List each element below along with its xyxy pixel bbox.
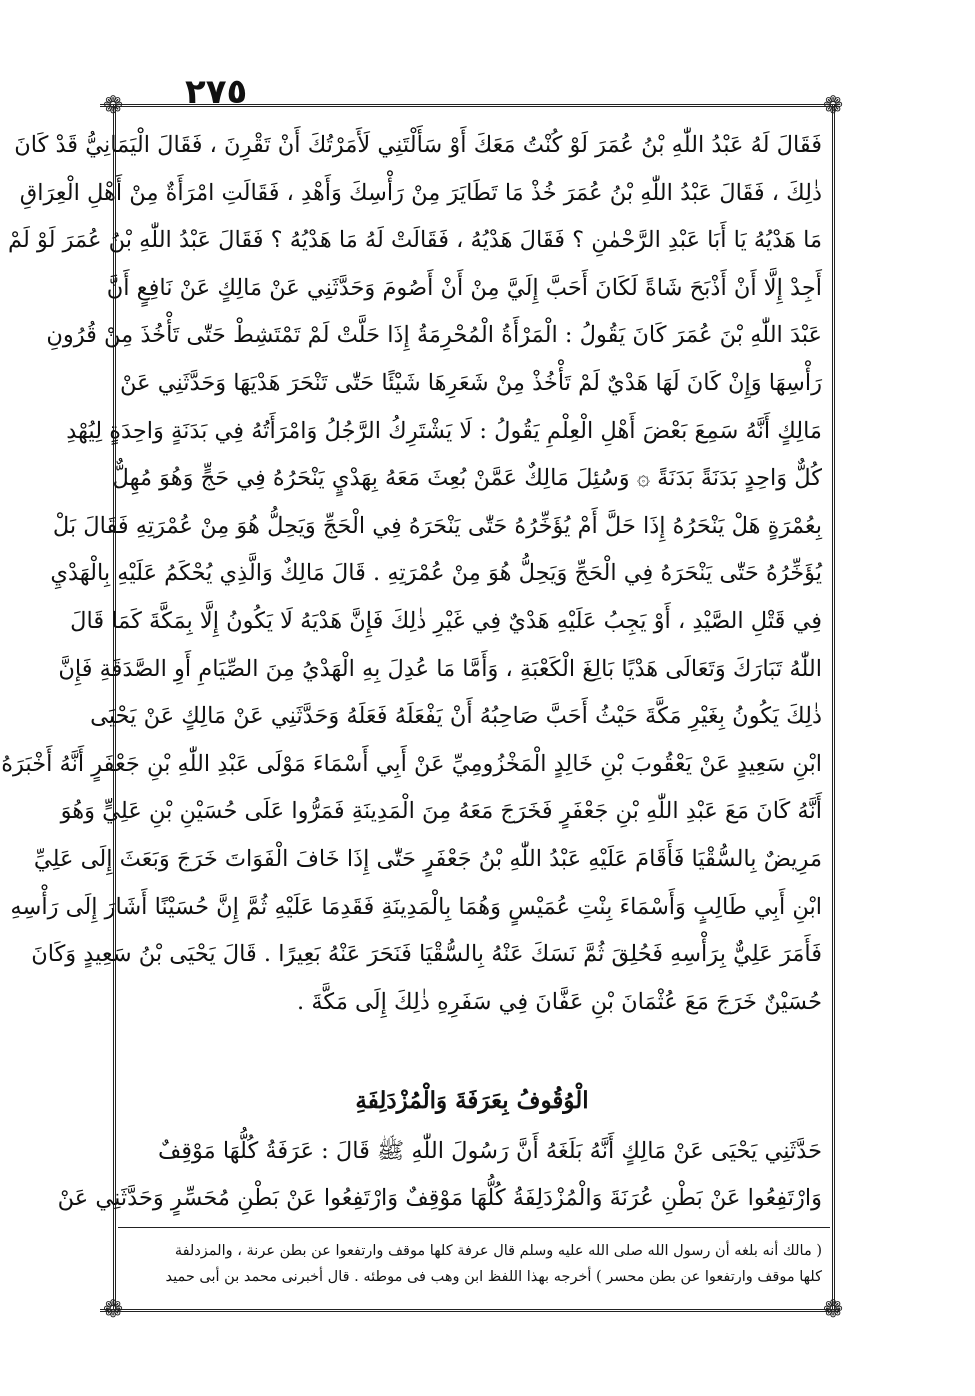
text-line: حُسَيْنٌ خَرَجَ مَعَ عُثْمَانَ بْنِ عَفَّانَ فِي سَفَرِهِ ذٰلِكَ إِلَى مَكَّةَ .	[297, 988, 822, 1015]
text-line: وَارْتَفِعُوا عَنْ بَطْنِ عُرَنَةَ وَالْمُزْدَلِفَةُ كُلُّهَا مَوْقِفٌ وَارْتَفِعُوا عَنْ بَطْنِ مُحَسِّرٍ وَحَدَّثَنِي عَنْ	[57, 1185, 822, 1211]
text-line: أَنَّهُ كَانَ مَعَ عَبْدِ اللّٰهِ بْنِ جَعْفَرٍ فَخَرَجَ مَعَهُ مِنَ الْمَدِينَةِ فَمَرُّوا عَلَى حُسَيْنِ بْنِ عَلِيٍّ وَهُوَ	[60, 798, 822, 825]
text-line: ابْنِ أَبِي طَالِبٍ وَأَسْمَاءَ بِنْتِ عُمَيْسٍ وَهُمَا بِالْمَدِينَةِ فَقَدِمَا عَلَيْهِ ثُمَّ إِنَّ حُسَيْنًا أَشَارَ إِلَى رَأْسِهِ	[10, 893, 822, 920]
frame-right-border	[832, 104, 835, 1309]
corner-ornament-icon: ❁	[822, 91, 844, 119]
text-line: كُلٌّ وَاحِدٍ بَدَنَةً بَدَنَةً ۞ وَسُئِلَ مَالِكٌ عَمَّنْ بُعِثَ مَعَهُ بِهَدْيٍ يَنْحَرُهُ فِي حَجٍّ وَهُوَ مُهِلٌّ	[112, 465, 822, 492]
text-line: فَأَمَرَ عَلِيٌّ بِرَأْسِهِ فَحُلِقَ ثُمَّ نَسَكَ عَنْهُ بِالسُّقْيَا فَنَحَرَ عَنْهُ بَعِيرًا . قَالَ يَحْيَى بْنُ سَعِيدٍ وَكَانَ	[31, 941, 822, 968]
footnote-line: كلها موقف وارتفعوا عن بطن محسر ) أخرجه بهذا اللفظ ابن وهب فى موطئه . قال أخبرنى محمد بن أبى حميد	[165, 1269, 822, 1285]
corner-ornament-icon: ❁	[102, 1295, 124, 1323]
text-line: مَالِكٍ أَنَّهُ سَمِعَ بَعْضَ أَهْلِ الْعِلْمِ يَقُولُ : لَا يَشْتَرِكُ الرَّجُلُ وَامْرَأَتُهُ فِي بَدَنَةٍ وَاحِدَةٍ لِيُهْدِ	[66, 417, 822, 444]
page-number: ٢٧٥	[185, 72, 248, 112]
footnote-block	[122, 1238, 822, 1290]
text-line: عَبْدَ اللّٰهِ بْنَ عُمَرَ كَانَ يَقُولُ : الْمَرْأَةُ الْمُحْرِمَةُ إِذَا حَلَّتْ لَمْ تَمْتَشِطْ حَتّٰى تَأْخُذَ مِنْ قُرُونِ	[46, 322, 822, 349]
text-line: رَأْسِهَا وَإِنْ كَانَ لَهَا هَدْيٌ لَمْ تَأْخُذْ مِنْ شَعَرِهَا شَيْئًا حَتّٰى تَنْحَرَ هَدْيَهَا وَحَدَّثَنِي عَنْ	[120, 369, 822, 396]
text-line: حَدَّثَنِي يَحْيَى عَنْ مَالِكٍ أَنَّهُ بَلَغَهُ أَنَّ رَسُولَ اللّٰهِ ﷺ قَالَ : عَرَفَةُ كُلُّهَا مَوْقِفٌ	[157, 1138, 822, 1164]
section-text-block	[57, 1128, 822, 1222]
text-line: فِي قَتْلِ الصَّيْدِ ، أَوْ يَجِبُ عَلَيْهِ هَدْيٌ فِي غَيْرِ ذٰلِكَ فَإِنَّ هَدْيَهُ لَا يَكُونُ إِلَّا بِمَكَّةَ كَمَا قَالَ	[70, 607, 822, 634]
main-text-block	[1, 122, 822, 1026]
text-line: مَرِيضٌ بِالسُّقْيَا فَأَقَامَ عَلَيْهِ عَبْدُ اللّٰهِ بْنُ جَعْفَرٍ حَتّٰى إِذَا خَافَ الْفَوَاتَ خَرَجَ وَبَعَثَ إِلَى عَلِيِّ	[33, 845, 822, 872]
text-line: ذٰلِكَ ، فَقَالَ عَبْدُ اللّٰهِ بْنُ عُمَرَ خُذْ مَا تَطَايَرَ مِنْ رَأْسِكَ وَأَهْدِ ، فَقَالَتِ امْرَأَةٌ مِنْ أَهْلِ الْعِرَاقِ	[19, 179, 822, 206]
text-line: يُؤَخِّرُهُ حَتّٰى يَنْحَرَهُ فِي الْحَجِّ وَيَحِلُّ هُوَ مِنْ عُمْرَتِهِ . قَالَ مَالِكٌ وَالَّذِي يُحْكَمُ عَلَيْهِ بِالْهَدْيِ	[50, 560, 822, 587]
text-line: اللّٰهُ تَبَارَكَ وَتَعَالَى هَدْيًا بَالِغَ الْكَعْبَةِ ، وَأَمَّا مَا عُدِلَ بِهِ الْهَدْيُ مِنَ الصِّيَامِ أَوِ الصَّدَقَةِ فَإِنَّ	[58, 655, 822, 682]
text-line: ابْنِ سَعِيدٍ عَنْ يَعْقُوبَ بْنِ خَالِدٍ الْمَخْزُومِيِّ عَنْ أَبِي أَسْمَاءَ مَوْلَى عَبْدِ اللّٰهِ بْنِ جَعْفَرٍ أَنَّهُ أَخْبَرَهُ	[1, 750, 822, 777]
frame-bottom-border	[100, 1309, 840, 1312]
text-line: فَقَالَ لَهُ عَبْدُ اللّٰهِ بْنُ عُمَرَ لَوْ كُنْتُ مَعَكَ أَوْ سَأَلْتَنِي لَأَمَرْتُكَ أَنْ تَقْرِنَ ، فَقَالَ الْيَمَانِيُّ قَدْ كَانَ	[14, 132, 822, 158]
corner-ornament-icon: ❁	[822, 1295, 844, 1323]
footnote-line: ( مالك أنه بلغه أن رسول الله صلى الله عليه وسلم قال عرفة كلها موقف وارتفعوا عن بطن عرنة ، والمزدلفة	[174, 1243, 822, 1259]
section-heading: الْوُقُوفُ بِعَرَفَةَ وَالْمُزْدَلِفَةِ	[355, 1087, 589, 1114]
text-line: ذٰلِكَ يَكُونُ بِغَيْرِ مَكَّةَ حَيْثُ أَحَبَّ صَاحِبُهُ أَنْ يَفْعَلَهُ فَعَلَهُ وَحَدَّثَنِي عَنْ مَالِكٍ عَنْ يَحْيَى	[90, 703, 822, 730]
footnote-divider	[118, 1227, 830, 1228]
text-line: بِعُمْرَةٍ هَلْ يَنْحَرُهُ إِذَا حَلَّ أَمْ يُؤَخِّرُهُ حَتّٰى يَنْحَرَهُ فِي الْحَجِّ وَيَحِلُّ هُوَ مِنْ عُمْرَتِهِ فَقَالَ بَلْ	[52, 512, 822, 539]
text-line: مَا هَدْيُهُ يَا أَبَا عَبْدِ الرَّحْمٰنِ ؟ فَقَالَ هَدْيُهُ ، فَقَالَتْ لَهُ مَا هَدْيُهُ ؟ فَقَالَ عَبْدُ اللّٰهِ بْنُ عُمَرَ لَوْ لَمْ	[8, 227, 822, 254]
frame-top-border	[100, 104, 840, 107]
corner-ornament-icon: ❁	[102, 91, 124, 119]
text-line: أَجِدْ إِلَّا أَنْ أَذْبَحَ شَاةً لَكَانَ أَحَبَّ إِلَيَّ مِنْ أَنْ أَصُومَ وَحَدَّثَنِي عَنْ مَالِكٍ عَنْ نَافِعٍ أَنَّ	[106, 274, 822, 301]
